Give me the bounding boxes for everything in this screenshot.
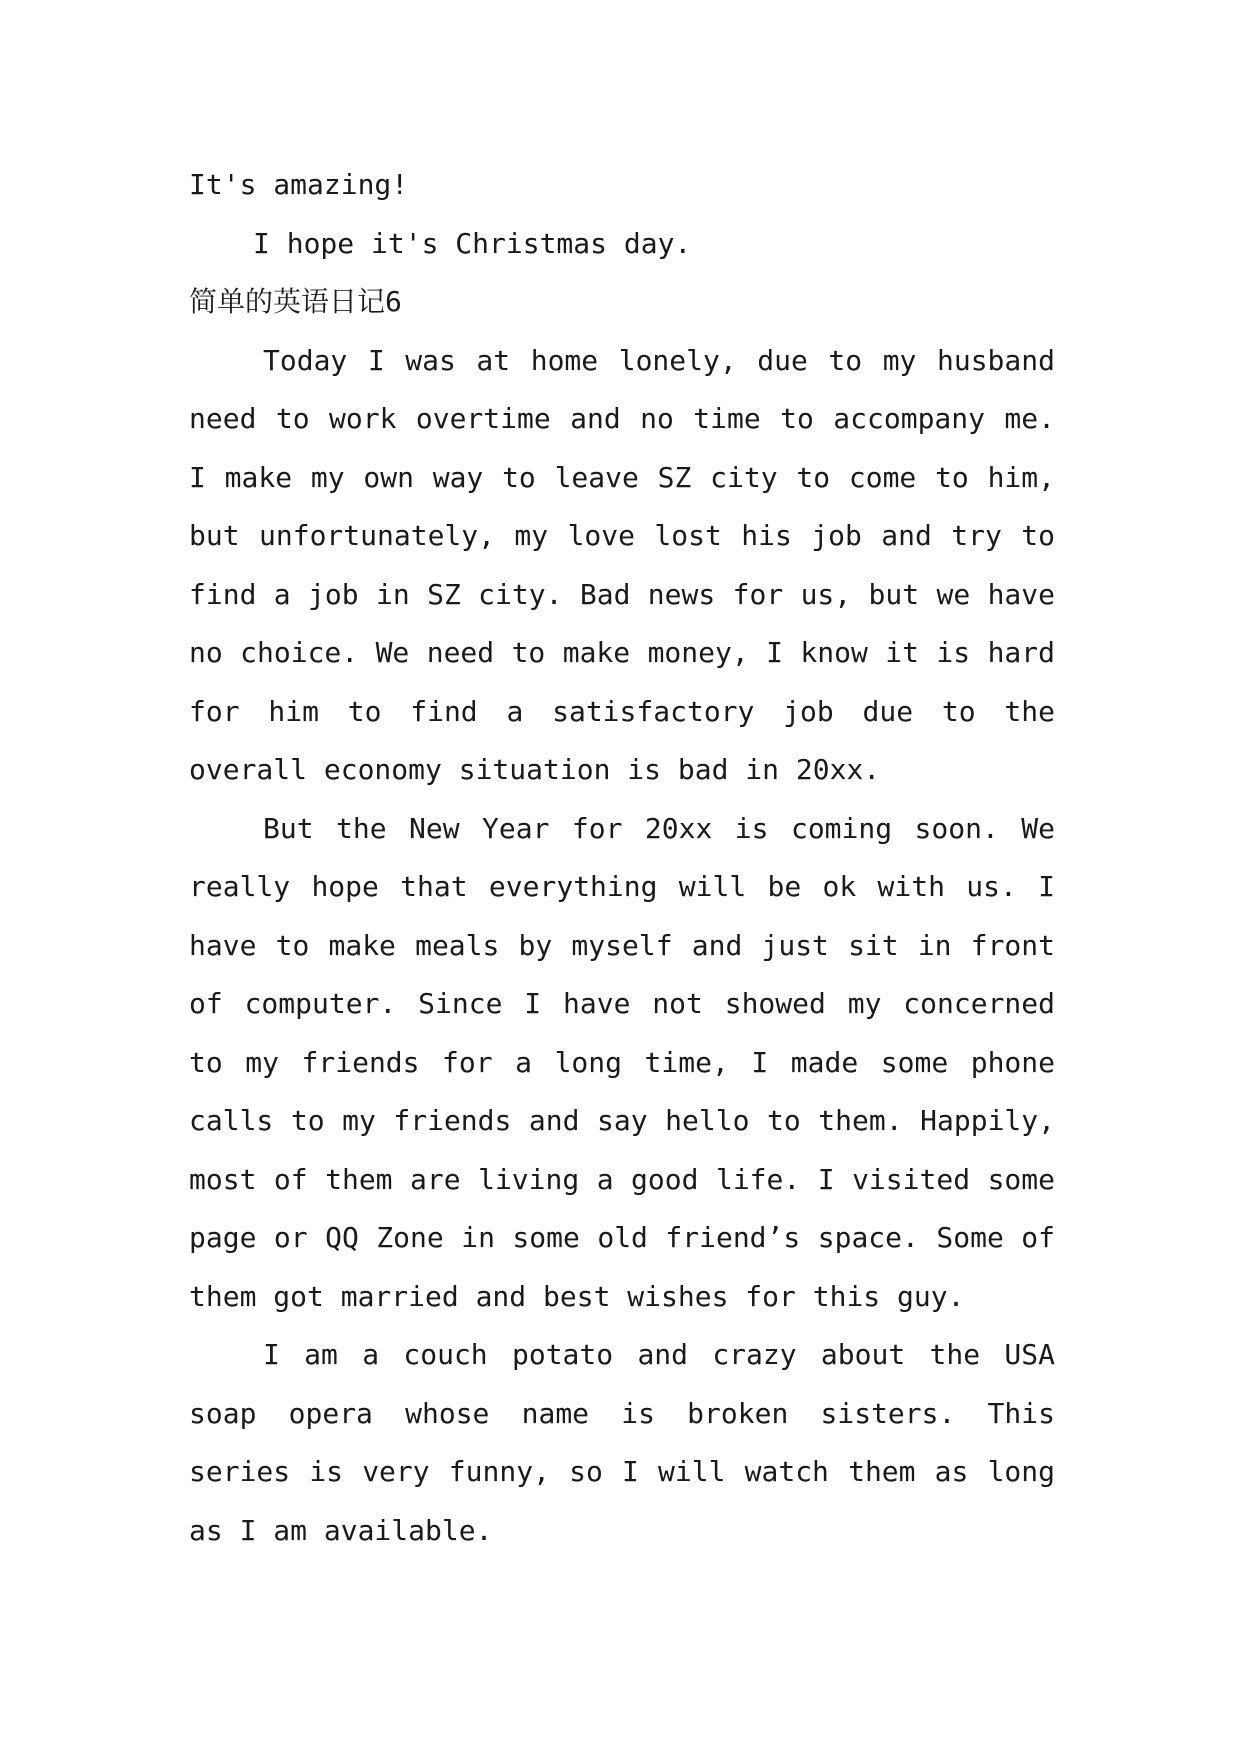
paragraph-3: I am a couch potato and crazy about the USA soap opera whose name is broken sisters. This series is very funny, so I will watch them as long as I am available.: [189, 1338, 1055, 1547]
section-heading: 简单的英语日记6: [189, 285, 402, 318]
paragraph-2: But the New Year for 20xx is coming soon. We really hope that everything will be ok with us. I have to make meals by myself and just sit in front of computer. Since I have not showed my concerned to my friends for a long time, I made some phone calls to my friends and say hello to them. Happily, most of them are living a good life. I visited some page or QQ Zone in some old friend’s space. Some of them got married and best wishes for this guy.: [189, 811, 1055, 1313]
text-line-amazing: It's amazing!: [189, 168, 409, 201]
document-body: [189, 156, 1055, 1560]
paragraph-1: Today I was at home lonely, due to my husband need to work overtime and no time to accompany me. I make my own way to leave SZ city to come to him, but unfortunately, my love lost his job and try to find a job in SZ city. Bad news for us, but we have no choice. We need to make money, I know it is hard for him to find a satisfactory job due to the overall economy situation is bad in 20xx.: [189, 343, 1055, 786]
text-line-christmas: I hope it's Christmas day.: [253, 226, 692, 260]
